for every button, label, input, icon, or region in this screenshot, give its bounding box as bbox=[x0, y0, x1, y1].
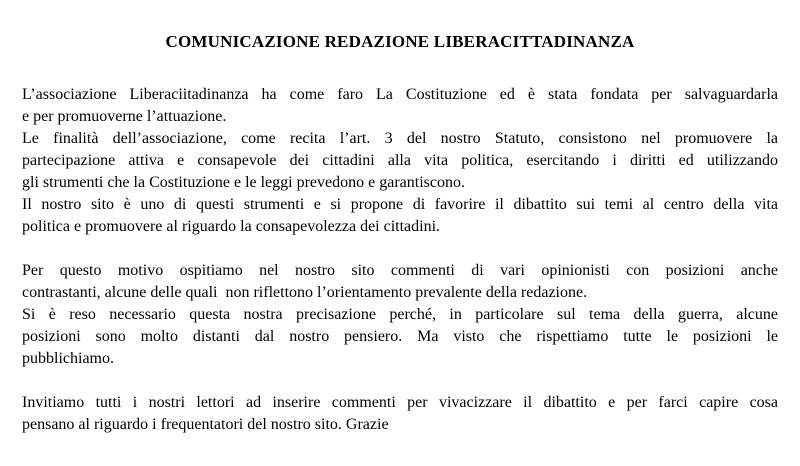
text-line: Invitiamo tutti i nostri lettori ad inserire commenti per vivacizzare il dibattito e per farci capire cosa bbox=[22, 394, 778, 411]
text-block bbox=[22, 260, 778, 370]
paragraph bbox=[22, 128, 778, 194]
text-line: contrastanti, alcune delle quali non riflettono l’orientamento prevalente della redazione. bbox=[22, 284, 588, 301]
text-line: partecipazione attiva e consapevole dei cittadini alla vita politica, esercitando i diritti ed utilizzando bbox=[22, 152, 778, 169]
text-line: pensano al riguardo i frequentatori del nostro sito. Grazie bbox=[22, 416, 389, 433]
paragraph bbox=[22, 392, 778, 436]
text-block bbox=[22, 392, 778, 436]
document-body bbox=[22, 84, 778, 436]
text-line: e per promuoverne l’attuazione. bbox=[22, 108, 227, 125]
text-line: Il nostro sito è uno di questi strumenti e si propone di favorire il dibattito sui temi al centro della vita bbox=[22, 196, 778, 213]
text-line: pubblichiamo. bbox=[22, 350, 114, 367]
document-title: COMUNICAZIONE REDAZIONE LIBERACITTADINANZA bbox=[165, 32, 635, 51]
text-line: Le finalità dell’associazione, come recita l’art. 3 del nostro Statuto, consistono nel promuovere la bbox=[22, 130, 778, 147]
text-line: politica e promuovere al riguardo la consapevolezza dei cittadini. bbox=[22, 218, 441, 235]
paragraph bbox=[22, 194, 778, 238]
text-line: posizioni sono molto distanti dal nostro pensiero. Ma visto che rispettiamo tutte le posizioni le bbox=[22, 328, 778, 345]
text-line: L’associazione Liberaciitadinanza ha come faro La Costituzione ed è stata fondata per salvaguardarla bbox=[22, 86, 778, 103]
text-block bbox=[22, 84, 778, 238]
text-line: Per questo motivo ospitiamo nel nostro sito commenti di vari opinionisti con posizioni anche bbox=[22, 262, 778, 279]
paragraph bbox=[22, 304, 778, 370]
paragraph bbox=[22, 260, 778, 304]
text-line: Si è reso necessario questa nostra precisazione perché, in particolare sul tema della guerra, alcune bbox=[22, 306, 778, 323]
text-line: gli strumenti che la Costituzione e le leggi prevedono e garantiscono. bbox=[22, 174, 465, 191]
paragraph bbox=[22, 84, 778, 128]
